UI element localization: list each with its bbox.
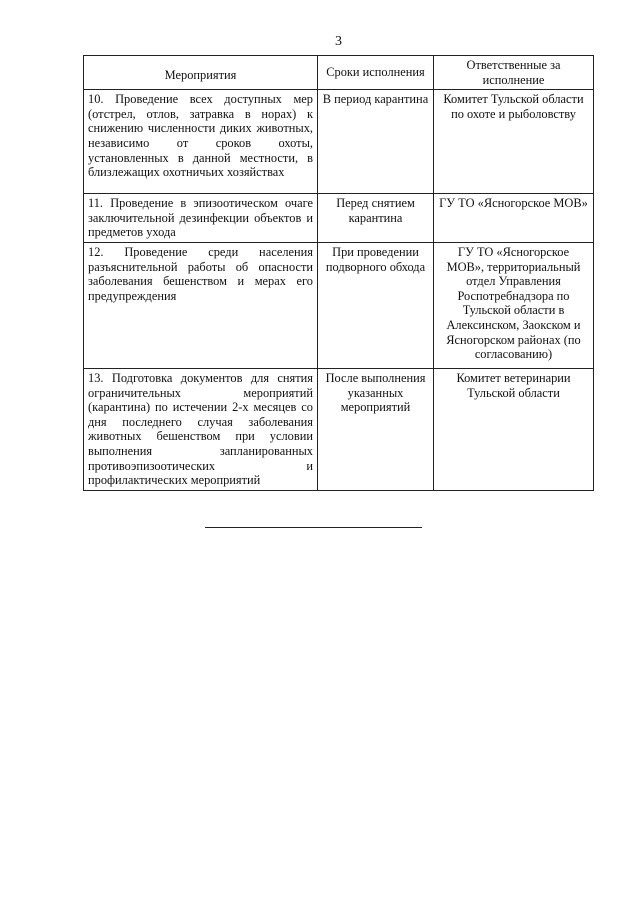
- row-action: 11. Проведение в эпизоотическом очаге заключительной дезинфекции объектов и предметов ухода: [84, 194, 318, 243]
- row-action: 10. Проведение всех доступных мер (отстрел, отлов, затравка в норах) к снижению численности диких животных, независимо от сроков охоты, установленных в данной местности, в близлежащих охотничьих хозяйствах: [84, 90, 318, 194]
- header-action: Мероприятия: [84, 56, 318, 90]
- row-action: 12. Проведение среди населения разъяснительной работы об опасности заболевания бешенством и мерах его предупреждения: [84, 242, 318, 368]
- row-term: В период карантина: [318, 90, 434, 194]
- row-term: При проведении подворного обхода: [318, 242, 434, 368]
- measures-table: [83, 55, 594, 491]
- table-header-row: [84, 56, 594, 90]
- row-term: После выполнения указанных мероприятий: [318, 368, 434, 490]
- table-row: [84, 194, 594, 243]
- header-term: Сроки исполнения: [318, 56, 434, 90]
- page-number: 3: [335, 34, 342, 49]
- row-responsible: Комитет Тульской области по охоте и рыболовству: [434, 90, 594, 194]
- row-responsible: ГУ ТО «Ясногорское МОВ»: [434, 194, 594, 243]
- row-action: 13. Подготовка документов для снятия ограничительных мероприятий (карантина) по истечении 2-х месяцев со дня последнего случая заболевания животных бешенством при условии выполнения запланированных противоэпизоотических и профилактических мероприятий: [84, 368, 318, 490]
- table-row: [84, 90, 594, 194]
- table-row: [84, 368, 594, 490]
- row-term: Перед снятием карантина: [318, 194, 434, 243]
- closing-rule-line: [205, 527, 422, 528]
- row-responsible: Комитет ветеринарии Тульской области: [434, 368, 594, 490]
- row-responsible: ГУ ТО «Ясногорское МОВ», территориальный отдел Управления Роспотребнадзора по Тульской области в Алексинском, Заокском и Ясногорском районах (по согласованию): [434, 242, 594, 368]
- table-row: [84, 242, 594, 368]
- header-responsible: Ответственные за исполнение: [434, 56, 594, 90]
